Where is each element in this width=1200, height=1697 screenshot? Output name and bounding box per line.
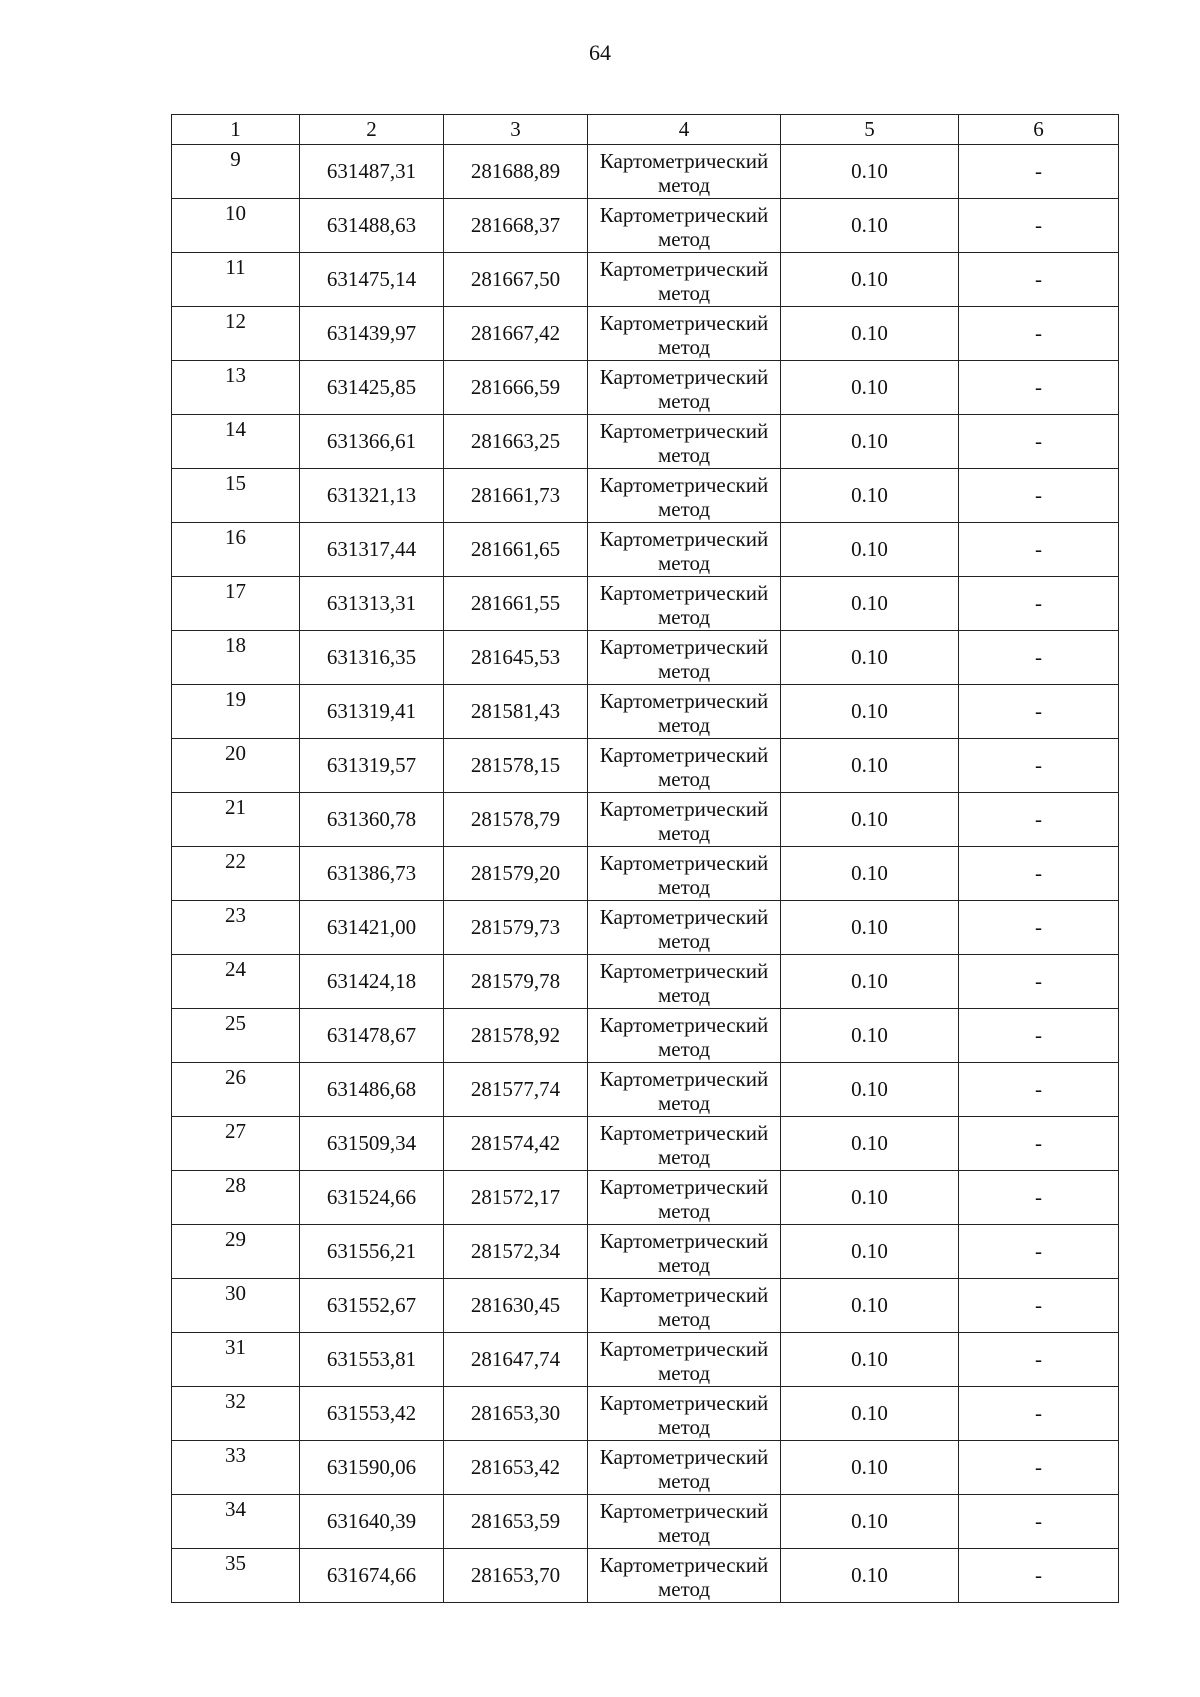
- method-cell: [588, 1549, 781, 1603]
- point-number-cell: 18: [172, 631, 300, 685]
- method-cell: [588, 1441, 781, 1495]
- y-coordinate-cell: 281653,42: [444, 1441, 588, 1495]
- note-cell: -: [959, 901, 1119, 955]
- method-line-1: Картометрический: [599, 364, 769, 389]
- method-cell: [588, 1495, 781, 1549]
- accuracy-cell: 0.10: [781, 415, 959, 469]
- method-line-1: Картометрический: [599, 1012, 769, 1037]
- method-line-2: метод: [657, 1198, 711, 1223]
- method-line-2: метод: [657, 226, 711, 251]
- accuracy-cell: 0.10: [781, 199, 959, 253]
- table-row: [172, 901, 1119, 955]
- method-line-2: метод: [657, 766, 711, 791]
- note-cell: -: [959, 1549, 1119, 1603]
- accuracy-cell: 0.10: [781, 631, 959, 685]
- accuracy-cell: 0.10: [781, 1387, 959, 1441]
- x-coordinate-cell: 631317,44: [300, 523, 444, 577]
- table-row: [172, 685, 1119, 739]
- note-cell: -: [959, 685, 1119, 739]
- y-coordinate-cell: 281630,45: [444, 1279, 588, 1333]
- method-line-1: Картометрический: [599, 472, 769, 497]
- point-number-cell: 26: [172, 1063, 300, 1117]
- method-line-2: метод: [657, 172, 711, 197]
- point-number-cell: 10: [172, 199, 300, 253]
- method-cell: [588, 631, 781, 685]
- y-coordinate-cell: 281579,73: [444, 901, 588, 955]
- method-line-2: метод: [657, 1522, 711, 1547]
- x-coordinate-cell: 631590,06: [300, 1441, 444, 1495]
- method-line-1: Картометрический: [599, 1498, 769, 1523]
- y-coordinate-cell: 281579,78: [444, 955, 588, 1009]
- note-cell: -: [959, 955, 1119, 1009]
- method-line-2: метод: [657, 1144, 711, 1169]
- method-line-2: метод: [657, 496, 711, 521]
- method-line-1: Картометрический: [599, 1066, 769, 1091]
- accuracy-cell: 0.10: [781, 1495, 959, 1549]
- method-line-1: Картометрический: [599, 580, 769, 605]
- method-cell: [588, 199, 781, 253]
- method-line-1: Картометрический: [599, 1444, 769, 1469]
- table-row: [172, 739, 1119, 793]
- method-line-2: метод: [657, 1468, 711, 1493]
- method-line-1: Картометрический: [599, 958, 769, 983]
- point-number-cell: 11: [172, 253, 300, 307]
- point-number-cell: 17: [172, 577, 300, 631]
- x-coordinate-cell: 631475,14: [300, 253, 444, 307]
- note-cell: -: [959, 1171, 1119, 1225]
- x-coordinate-cell: 631478,67: [300, 1009, 444, 1063]
- method-line-2: метод: [657, 604, 711, 629]
- table-row: [172, 1171, 1119, 1225]
- note-cell: -: [959, 1279, 1119, 1333]
- method-cell: [588, 577, 781, 631]
- method-line-1: Картометрический: [599, 688, 769, 713]
- x-coordinate-cell: 631425,85: [300, 361, 444, 415]
- header-cell-3: 3: [444, 115, 588, 145]
- note-cell: -: [959, 1387, 1119, 1441]
- table-row: [172, 1387, 1119, 1441]
- method-line-2: метод: [657, 1576, 711, 1601]
- method-cell: [588, 1387, 781, 1441]
- y-coordinate-cell: 281645,53: [444, 631, 588, 685]
- accuracy-cell: 0.10: [781, 739, 959, 793]
- point-number-cell: 28: [172, 1171, 300, 1225]
- y-coordinate-cell: 281577,74: [444, 1063, 588, 1117]
- method-line-2: метод: [657, 820, 711, 845]
- accuracy-cell: 0.10: [781, 145, 959, 199]
- note-cell: -: [959, 1225, 1119, 1279]
- accuracy-cell: 0.10: [781, 1225, 959, 1279]
- point-number-cell: 24: [172, 955, 300, 1009]
- table-body: [172, 115, 1119, 1603]
- table-row: [172, 793, 1119, 847]
- method-cell: [588, 469, 781, 523]
- table-row: [172, 415, 1119, 469]
- note-cell: -: [959, 307, 1119, 361]
- note-cell: -: [959, 469, 1119, 523]
- point-number-cell: 12: [172, 307, 300, 361]
- method-line-2: метод: [657, 1090, 711, 1115]
- point-number-cell: 14: [172, 415, 300, 469]
- point-number-cell: 16: [172, 523, 300, 577]
- y-coordinate-cell: 281574,42: [444, 1117, 588, 1171]
- x-coordinate-cell: 631319,41: [300, 685, 444, 739]
- table-row: [172, 199, 1119, 253]
- y-coordinate-cell: 281578,92: [444, 1009, 588, 1063]
- x-coordinate-cell: 631360,78: [300, 793, 444, 847]
- y-coordinate-cell: 281572,17: [444, 1171, 588, 1225]
- point-number-cell: 33: [172, 1441, 300, 1495]
- point-number-cell: 15: [172, 469, 300, 523]
- table-row: [172, 847, 1119, 901]
- method-cell: [588, 793, 781, 847]
- method-cell: [588, 1117, 781, 1171]
- method-line-2: метод: [657, 1252, 711, 1277]
- method-line-1: Картометрический: [599, 904, 769, 929]
- method-cell: [588, 361, 781, 415]
- accuracy-cell: 0.10: [781, 1117, 959, 1171]
- method-cell: [588, 685, 781, 739]
- method-line-2: метод: [657, 1036, 711, 1061]
- accuracy-cell: 0.10: [781, 901, 959, 955]
- y-coordinate-cell: 281572,34: [444, 1225, 588, 1279]
- method-cell: [588, 1279, 781, 1333]
- table-row: [172, 253, 1119, 307]
- table-row: [172, 145, 1119, 199]
- point-number-cell: 13: [172, 361, 300, 415]
- method-cell: [588, 1063, 781, 1117]
- note-cell: -: [959, 1009, 1119, 1063]
- method-line-1: Картометрический: [599, 202, 769, 227]
- method-line-2: метод: [657, 1306, 711, 1331]
- method-line-1: Картометрический: [599, 850, 769, 875]
- x-coordinate-cell: 631674,66: [300, 1549, 444, 1603]
- method-line-1: Картометрический: [599, 1228, 769, 1253]
- method-line-1: Картометрический: [599, 634, 769, 659]
- x-coordinate-cell: 631319,57: [300, 739, 444, 793]
- note-cell: -: [959, 1117, 1119, 1171]
- y-coordinate-cell: 281661,65: [444, 523, 588, 577]
- y-coordinate-cell: 281667,50: [444, 253, 588, 307]
- method-line-1: Картометрический: [599, 1282, 769, 1307]
- header-row: [172, 115, 1119, 145]
- method-cell: [588, 307, 781, 361]
- accuracy-cell: 0.10: [781, 1063, 959, 1117]
- x-coordinate-cell: 631386,73: [300, 847, 444, 901]
- table-row: [172, 523, 1119, 577]
- accuracy-cell: 0.10: [781, 523, 959, 577]
- method-line-2: метод: [657, 550, 711, 575]
- note-cell: -: [959, 847, 1119, 901]
- method-line-1: Картометрический: [599, 1120, 769, 1145]
- table-row: [172, 361, 1119, 415]
- y-coordinate-cell: 281581,43: [444, 685, 588, 739]
- method-line-1: Картометрический: [599, 310, 769, 335]
- accuracy-cell: 0.10: [781, 1009, 959, 1063]
- method-line-2: метод: [657, 388, 711, 413]
- coordinates-table: [171, 114, 1119, 1603]
- table-row: [172, 1549, 1119, 1603]
- method-line-1: Картометрический: [599, 1552, 769, 1577]
- note-cell: -: [959, 145, 1119, 199]
- point-number-cell: 31: [172, 1333, 300, 1387]
- table-row: [172, 1225, 1119, 1279]
- y-coordinate-cell: 281661,73: [444, 469, 588, 523]
- method-cell: [588, 415, 781, 469]
- method-line-2: метод: [657, 280, 711, 305]
- x-coordinate-cell: 631421,00: [300, 901, 444, 955]
- page-number: 64: [589, 40, 611, 65]
- method-line-2: метод: [657, 658, 711, 683]
- accuracy-cell: 0.10: [781, 577, 959, 631]
- accuracy-cell: 0.10: [781, 1333, 959, 1387]
- x-coordinate-cell: 631486,68: [300, 1063, 444, 1117]
- method-line-2: метод: [657, 442, 711, 467]
- method-cell: [588, 1171, 781, 1225]
- method-cell: [588, 145, 781, 199]
- note-cell: -: [959, 199, 1119, 253]
- note-cell: -: [959, 523, 1119, 577]
- table-row: [172, 631, 1119, 685]
- accuracy-cell: 0.10: [781, 253, 959, 307]
- note-cell: -: [959, 1063, 1119, 1117]
- note-cell: -: [959, 415, 1119, 469]
- note-cell: -: [959, 577, 1119, 631]
- x-coordinate-cell: 631313,31: [300, 577, 444, 631]
- method-line-1: Картометрический: [599, 1174, 769, 1199]
- x-coordinate-cell: 631487,31: [300, 145, 444, 199]
- point-number-cell: 35: [172, 1549, 300, 1603]
- method-cell: [588, 523, 781, 577]
- header-cell-6: 6: [959, 115, 1119, 145]
- note-cell: -: [959, 361, 1119, 415]
- header-cell-2: 2: [300, 115, 444, 145]
- header-cell-4: 4: [588, 115, 781, 145]
- accuracy-cell: 0.10: [781, 793, 959, 847]
- table-row: [172, 1495, 1119, 1549]
- point-number-cell: 21: [172, 793, 300, 847]
- accuracy-cell: 0.10: [781, 1171, 959, 1225]
- accuracy-cell: 0.10: [781, 955, 959, 1009]
- method-line-2: метод: [657, 1360, 711, 1385]
- x-coordinate-cell: 631509,34: [300, 1117, 444, 1171]
- table-row: [172, 955, 1119, 1009]
- method-cell: [588, 1333, 781, 1387]
- method-line-2: метод: [657, 1414, 711, 1439]
- y-coordinate-cell: 281661,55: [444, 577, 588, 631]
- method-line-1: Картометрический: [599, 742, 769, 767]
- point-number-cell: 27: [172, 1117, 300, 1171]
- y-coordinate-cell: 281653,59: [444, 1495, 588, 1549]
- y-coordinate-cell: 281578,79: [444, 793, 588, 847]
- x-coordinate-cell: 631424,18: [300, 955, 444, 1009]
- header-cell-1: 1: [172, 115, 300, 145]
- method-cell: [588, 955, 781, 1009]
- note-cell: -: [959, 253, 1119, 307]
- accuracy-cell: 0.10: [781, 307, 959, 361]
- x-coordinate-cell: 631321,13: [300, 469, 444, 523]
- point-number-cell: 22: [172, 847, 300, 901]
- x-coordinate-cell: 631552,67: [300, 1279, 444, 1333]
- accuracy-cell: 0.10: [781, 469, 959, 523]
- point-number-cell: 32: [172, 1387, 300, 1441]
- x-coordinate-cell: 631488,63: [300, 199, 444, 253]
- y-coordinate-cell: 281647,74: [444, 1333, 588, 1387]
- table-row: [172, 1063, 1119, 1117]
- y-coordinate-cell: 281579,20: [444, 847, 588, 901]
- method-cell: [588, 1009, 781, 1063]
- x-coordinate-cell: 631553,42: [300, 1387, 444, 1441]
- x-coordinate-cell: 631439,97: [300, 307, 444, 361]
- accuracy-cell: 0.10: [781, 685, 959, 739]
- x-coordinate-cell: 631366,61: [300, 415, 444, 469]
- table-row: [172, 1009, 1119, 1063]
- method-line-2: метод: [657, 982, 711, 1007]
- method-cell: [588, 1225, 781, 1279]
- accuracy-cell: 0.10: [781, 1441, 959, 1495]
- method-line-1: Картометрический: [599, 256, 769, 281]
- y-coordinate-cell: 281653,70: [444, 1549, 588, 1603]
- y-coordinate-cell: 281578,15: [444, 739, 588, 793]
- point-number-cell: 29: [172, 1225, 300, 1279]
- header-cell-5: 5: [781, 115, 959, 145]
- note-cell: -: [959, 1441, 1119, 1495]
- y-coordinate-cell: 281666,59: [444, 361, 588, 415]
- table-row: [172, 469, 1119, 523]
- method-line-2: метод: [657, 712, 711, 737]
- note-cell: -: [959, 793, 1119, 847]
- method-line-1: Картометрический: [599, 1390, 769, 1415]
- note-cell: -: [959, 1495, 1119, 1549]
- method-cell: [588, 253, 781, 307]
- x-coordinate-cell: 631524,66: [300, 1171, 444, 1225]
- x-coordinate-cell: 631640,39: [300, 1495, 444, 1549]
- point-number-cell: 25: [172, 1009, 300, 1063]
- x-coordinate-cell: 631316,35: [300, 631, 444, 685]
- note-cell: -: [959, 1333, 1119, 1387]
- accuracy-cell: 0.10: [781, 1549, 959, 1603]
- accuracy-cell: 0.10: [781, 847, 959, 901]
- y-coordinate-cell: 281667,42: [444, 307, 588, 361]
- table-row: [172, 1333, 1119, 1387]
- y-coordinate-cell: 281653,30: [444, 1387, 588, 1441]
- method-line-2: метод: [657, 928, 711, 953]
- table-row: [172, 1279, 1119, 1333]
- y-coordinate-cell: 281663,25: [444, 415, 588, 469]
- method-line-1: Картометрический: [599, 418, 769, 443]
- y-coordinate-cell: 281668,37: [444, 199, 588, 253]
- method-cell: [588, 901, 781, 955]
- method-line-1: Картометрический: [599, 796, 769, 821]
- table-row: [172, 1117, 1119, 1171]
- point-number-cell: 9: [172, 145, 300, 199]
- method-line-1: Картометрический: [599, 1336, 769, 1361]
- point-number-cell: 19: [172, 685, 300, 739]
- table-row: [172, 577, 1119, 631]
- point-number-cell: 20: [172, 739, 300, 793]
- table-row: [172, 1441, 1119, 1495]
- accuracy-cell: 0.10: [781, 361, 959, 415]
- method-line-2: метод: [657, 874, 711, 899]
- x-coordinate-cell: 631553,81: [300, 1333, 444, 1387]
- method-cell: [588, 739, 781, 793]
- point-number-cell: 34: [172, 1495, 300, 1549]
- point-number-cell: 30: [172, 1279, 300, 1333]
- note-cell: -: [959, 631, 1119, 685]
- y-coordinate-cell: 281688,89: [444, 145, 588, 199]
- method-line-1: Картометрический: [599, 148, 769, 173]
- accuracy-cell: 0.10: [781, 1279, 959, 1333]
- x-coordinate-cell: 631556,21: [300, 1225, 444, 1279]
- point-number-cell: 23: [172, 901, 300, 955]
- table-row: [172, 307, 1119, 361]
- method-cell: [588, 847, 781, 901]
- method-line-1: Картометрический: [599, 526, 769, 551]
- method-line-2: метод: [657, 334, 711, 359]
- note-cell: -: [959, 739, 1119, 793]
